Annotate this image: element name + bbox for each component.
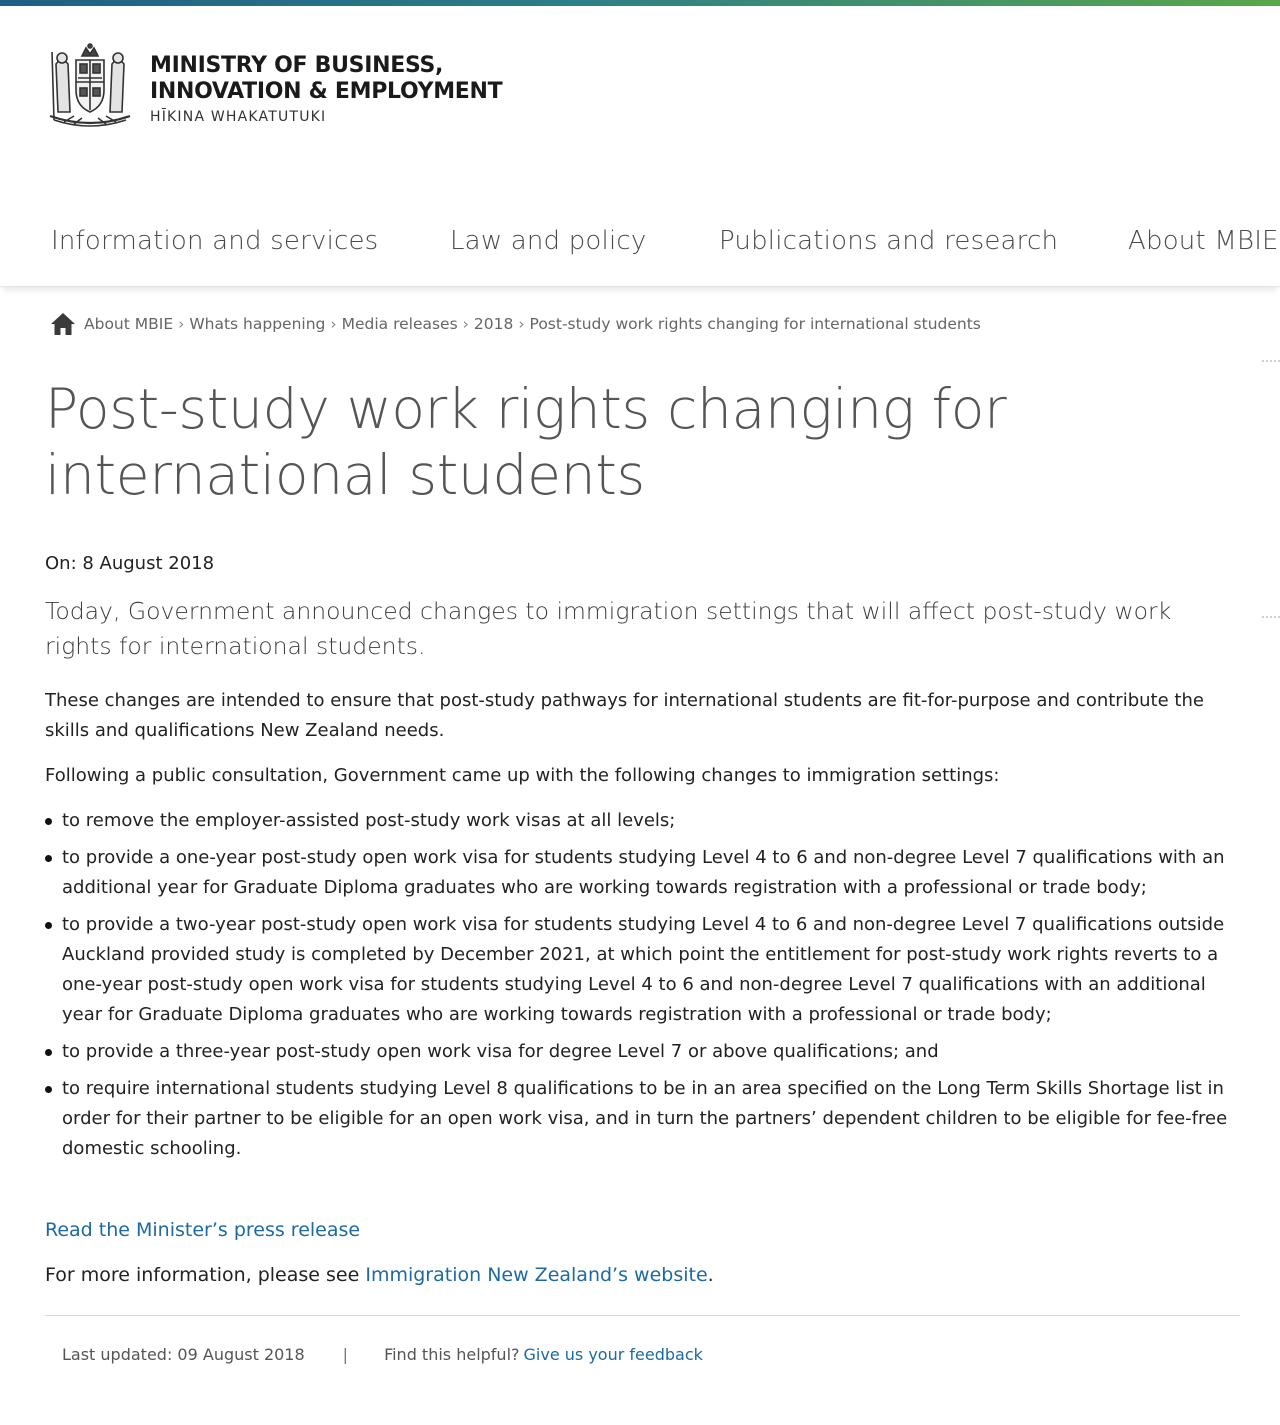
- minister-press-release-link[interactable]: Read the Minister’s press release: [45, 1219, 361, 1241]
- nav-item-publications-and-research[interactable]: Publications and research: [719, 226, 1059, 256]
- list-item: to provide a three-year post-study open work visa for degree Level 7 or above qualifications; and: [45, 1037, 1240, 1067]
- main-nav: [0, 200, 1280, 287]
- more-info-prefix: For more information, please see: [45, 1264, 366, 1286]
- breadcrumb-media-releases[interactable]: Media releases: [341, 315, 458, 333]
- footer-divider: [45, 1315, 1240, 1316]
- page-title-line1: Post-study work rights changing for: [45, 377, 1007, 441]
- breadcrumb: [50, 306, 981, 342]
- list-item: to remove the employer-assisted post-study work visas at all levels;: [45, 806, 1240, 836]
- top-accent-bar: [0, 0, 1280, 6]
- edge-divider: [1262, 360, 1280, 362]
- publish-date: On: 8 August 2018: [45, 553, 215, 574]
- org-name-line1: MINISTRY OF BUSINESS,: [150, 53, 444, 78]
- footer-separator: |: [342, 1345, 349, 1364]
- org-name-maori: HĪKINA WHAKATUTUKI: [150, 109, 327, 125]
- list-item: to require international students studying Level 8 qualifications to be in an area specified on the Long Term Skills Shortage list in order for their partner to be eligible for an open work visa, and in turn the partners’ dependent children to be eligible for fee-free domestic schooling.: [45, 1074, 1240, 1164]
- breadcrumb-whats-happening[interactable]: Whats happening: [189, 315, 326, 333]
- nav-item-about-mbie[interactable]: About MBIE: [1128, 226, 1279, 256]
- changes-list: [45, 806, 1240, 1171]
- breadcrumb-about-mbie[interactable]: About MBIE: [84, 315, 174, 333]
- nav-item-law-and-policy[interactable]: Law and policy: [450, 226, 647, 256]
- more-info-text: [45, 1264, 714, 1286]
- body-paragraph: Following a public consultation, Government came up with the following changes to immigration settings:: [45, 765, 1000, 786]
- edge-divider: [1262, 616, 1280, 618]
- lead-paragraph: Today, Government announced changes to immigration settings that will affect post-study work rights for international students.: [45, 597, 1172, 660]
- page-title: [45, 376, 1045, 508]
- list-item: to provide a two-year post-study open work visa for students studying Level 4 to 6 and non-degree Level 7 qualifications outside Auckland provided study is completed by December 2021, at which point the entitlement for post-study work rights reverts to a one-year post-study open work visa for students studying Level 4 to 6 and non-degree Level 7 qualifications with an additional year for Graduate Diploma graduates who are working towards registration with a professional or trade body;: [45, 910, 1240, 1030]
- helpful-prompt: Find this helpful?: [384, 1345, 520, 1364]
- last-updated: Last updated: 09 August 2018: [62, 1345, 305, 1364]
- breadcrumb-separator: ›: [330, 315, 337, 333]
- nav-item-information-and-services[interactable]: Information and services: [51, 226, 379, 256]
- more-info-suffix: .: [707, 1264, 714, 1286]
- list-item: to provide a one-year post-study open work visa for students studying Level 4 to 6 and non-degree Level 7 qualifications with an additional year for Graduate Diploma graduates who are working towards registration with a professional or trade body;: [45, 843, 1240, 903]
- breadcrumb-separator: ›: [462, 315, 469, 333]
- org-name[interactable]: [150, 53, 502, 128]
- breadcrumb-separator: ›: [178, 315, 185, 333]
- breadcrumb-separator: ›: [518, 315, 525, 333]
- coat-of-arms-icon[interactable]: [44, 42, 136, 130]
- home-icon[interactable]: [50, 311, 76, 337]
- immigration-nz-link[interactable]: Immigration New Zealand’s website: [365, 1264, 708, 1286]
- breadcrumb-current-page: Post-study work rights changing for international students: [529, 315, 981, 333]
- body-paragraph: These changes are intended to ensure that post-study pathways for international students are fit-for-purpose and contribute the skills and qualifications New Zealand needs.: [45, 690, 1204, 741]
- feedback-link[interactable]: Give us your feedback: [523, 1345, 703, 1364]
- page-title-line2: international students: [45, 443, 645, 507]
- page-footer: [62, 1345, 703, 1364]
- org-name-line2: INNOVATION & EMPLOYMENT: [150, 79, 503, 104]
- breadcrumb-2018[interactable]: 2018: [473, 315, 514, 333]
